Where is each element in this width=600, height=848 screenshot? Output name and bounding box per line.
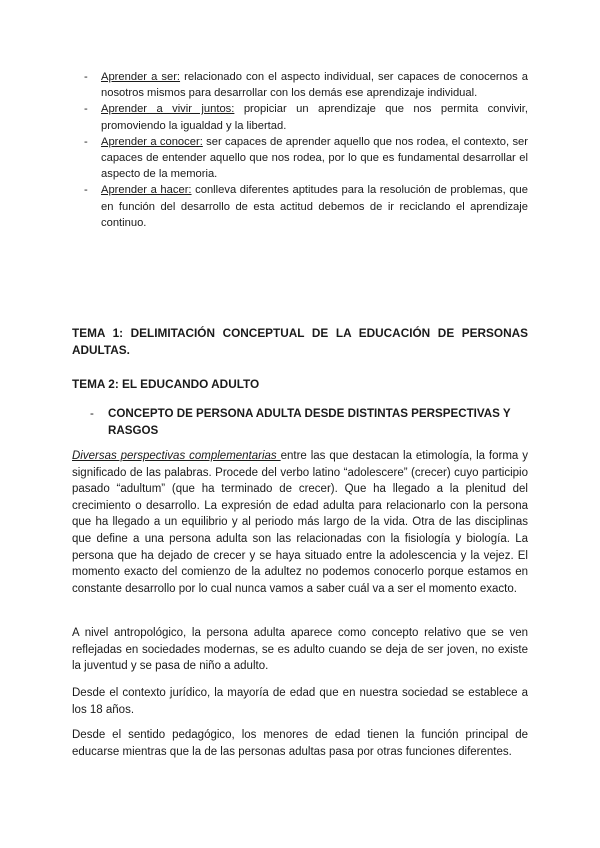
learning-pillars-list [76,69,528,231]
bullet-term: Aprender a hacer: [101,184,192,197]
subheading-text: CONCEPTO DE PERSONA ADULTA DESDE DISTINTAS PERSPECTIVAS Y RASGOS [108,407,511,437]
bullet-dash: - [84,135,88,148]
list-item [76,134,528,183]
list-item [76,101,528,133]
paragraph-perspectives [72,448,528,597]
bullet-dash: - [84,184,88,197]
bullet-dash: - [84,71,88,83]
paragraph-lead: Diversas perspectivas complementarias [72,450,281,462]
list-item [76,182,528,231]
bullet-term: Aprender a conocer: [101,135,203,148]
bullet-text: ser capaces de aprender aquello que nos rodea, el contexto, ser capaces de entender aquello que nos rodea, por lo que es fundamental desarrollar el aspecto de la memoria. [101,135,528,181]
paragraph-body: entre las que destacan la etimología, la forma y significado de las palabras. Procede del verbo latino “adolescere” (crecer) cuyo participio pasado “adultum” (que ha terminado de crecer). Que ha llegado a la plenitud del crecimiento o desarrollo. La expresión de edad adulta para relacionarlo con la persona que ha llegado a un equilibrio y al periodo más largo de la vida. Otra de las disciplinas que define a una persona adulta son las relacionadas con la fisiología y biología. La persona que ha dejado de crecer y se haya situado entre la adolescencia y la vejez. El momento exacto del comienzo de la adultez no podemos conocerlo porque estamos en constante desarrollo por lo cual nunca vamos a saber cuál va a ser el momento exacto. [72,450,528,595]
bullet-text: conlleva diferentes aptitudes para la resolución de problemas, que en función del desarrollo de esta actitud debemos de ir reciclando el aprendizaje continuo. [101,184,528,229]
bullet-dash: - [90,407,94,420]
bullet-text: propiciar un aprendizaje que nos permita convivir, promoviendo la igualdad y la libertad. [101,103,529,132]
paragraph-pedagogical: Desde el sentido pedagógico, los menores de edad tienen la función principal de educarse mientras que la de las personas adultas pasa por otras funciones diferentes. [72,729,528,758]
section-subheading [88,405,548,439]
tema-2-heading: TEMA 2: EL EDUCANDO ADULTO [72,377,260,391]
bullet-term: Aprender a vivir juntos: [101,103,235,116]
bullet-text: relacionado con el aspecto individual, ser capaces de conocernos a nosotros mismos para desarrollar con los demás ese aprendizaje individual. [101,71,528,100]
list-item [76,69,528,101]
paragraph-legal: Desde el contexto jurídico, la mayoría de edad que en nuestra sociedad se establece a los 18 años. [72,687,528,716]
bullet-dash: - [84,103,88,116]
bullet-term: Aprender a ser: [101,71,181,83]
paragraph-anthropological: A nivel antropológico, la persona adulta aparece como concepto relativo que se ven reflejadas en sociedades modernas, se es adulto cuando se deja de ser joven, no existe la juventud y se pasa de niño a adulto. [72,627,528,673]
tema-1-heading: TEMA 1: DELIMITACIÓN CONCEPTUAL DE LA EDUCACIÓN DE PERSONAS ADULTAS. [72,326,528,357]
